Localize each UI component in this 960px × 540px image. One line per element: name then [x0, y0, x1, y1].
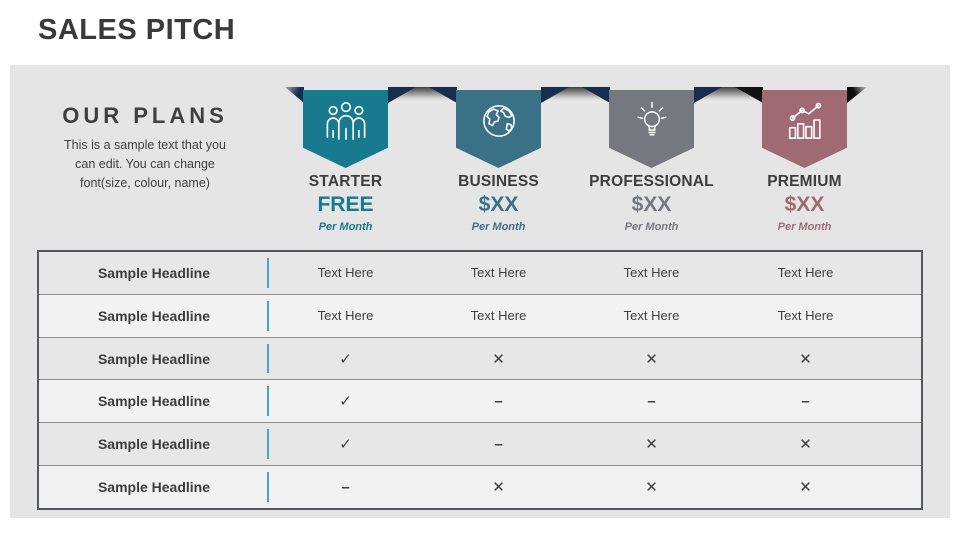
row-label: Sample Headline — [39, 295, 269, 337]
lightbulb-icon — [630, 90, 674, 148]
plan-price: FREE — [317, 193, 374, 216]
table-cell: Text Here — [317, 308, 374, 324]
section-heading: OUR PLANS — [62, 103, 228, 128]
dash-mark: – — [341, 478, 350, 496]
cross-mark: ✕ — [492, 479, 505, 497]
plan-price: $XX — [784, 193, 825, 216]
plan-period: Per Month — [777, 221, 832, 233]
plan-period: Per Month — [471, 221, 526, 233]
cross-mark: ✕ — [492, 350, 505, 368]
table-cell: Text Here — [777, 265, 834, 281]
plan-name: STARTER — [308, 173, 383, 190]
globe-icon — [477, 90, 521, 148]
row-label: Sample Headline — [39, 252, 269, 294]
cross-mark: ✕ — [799, 436, 812, 454]
table-cell: Text Here — [470, 265, 527, 281]
plan-banner — [303, 90, 388, 168]
plan-name: PROFESSIONAL — [589, 173, 714, 190]
page-title: SALES PITCH — [38, 14, 236, 46]
check-mark: ✓ — [339, 393, 352, 411]
table-cell: Text Here — [777, 308, 834, 324]
plan-column-premium — [728, 88, 881, 233]
plan-comparison-table — [37, 250, 923, 510]
table-cell: Text Here — [623, 308, 680, 324]
team-icon — [323, 90, 369, 146]
plan-period: Per Month — [318, 221, 373, 233]
dash-mark: – — [647, 392, 656, 410]
cross-mark: ✕ — [645, 479, 658, 497]
table-row — [39, 337, 921, 380]
cross-mark: ✕ — [645, 436, 658, 454]
dash-mark: – — [801, 392, 810, 410]
row-label: Sample Headline — [39, 380, 269, 422]
plan-column-professional — [575, 88, 728, 233]
intro-block — [34, 103, 256, 192]
check-mark: ✓ — [339, 350, 352, 368]
row-label: Sample Headline — [39, 423, 269, 465]
plan-banner — [456, 90, 541, 168]
intro-text: This is a sample text that you can edit. You can change font(size, colour, name) — [64, 138, 226, 190]
bar-chart-icon — [782, 90, 828, 146]
plan-period: Per Month — [624, 221, 679, 233]
plan-price: $XX — [478, 193, 519, 216]
dash-mark: – — [494, 435, 503, 453]
row-label: Sample Headline — [39, 466, 269, 508]
table-row — [39, 422, 921, 465]
cross-mark: ✕ — [799, 350, 812, 368]
plan-banner — [609, 90, 694, 168]
table-cell: Text Here — [317, 265, 374, 281]
cross-mark: ✕ — [799, 479, 812, 497]
table-cell: Text Here — [623, 265, 680, 281]
cross-mark: ✕ — [645, 350, 658, 368]
plan-name: BUSINESS — [458, 173, 539, 190]
plan-banner — [762, 90, 847, 168]
row-label: Sample Headline — [39, 338, 269, 380]
plan-column-business — [422, 88, 575, 233]
table-cell: Text Here — [470, 308, 527, 324]
table-row — [39, 465, 921, 508]
plan-price: $XX — [631, 193, 672, 216]
table-row — [39, 294, 921, 337]
table-row — [39, 379, 921, 422]
table-row — [39, 252, 921, 294]
check-mark: ✓ — [339, 436, 352, 454]
dash-mark: – — [494, 392, 503, 410]
plan-name: PREMIUM — [767, 173, 842, 190]
plan-column-starter — [269, 88, 422, 233]
